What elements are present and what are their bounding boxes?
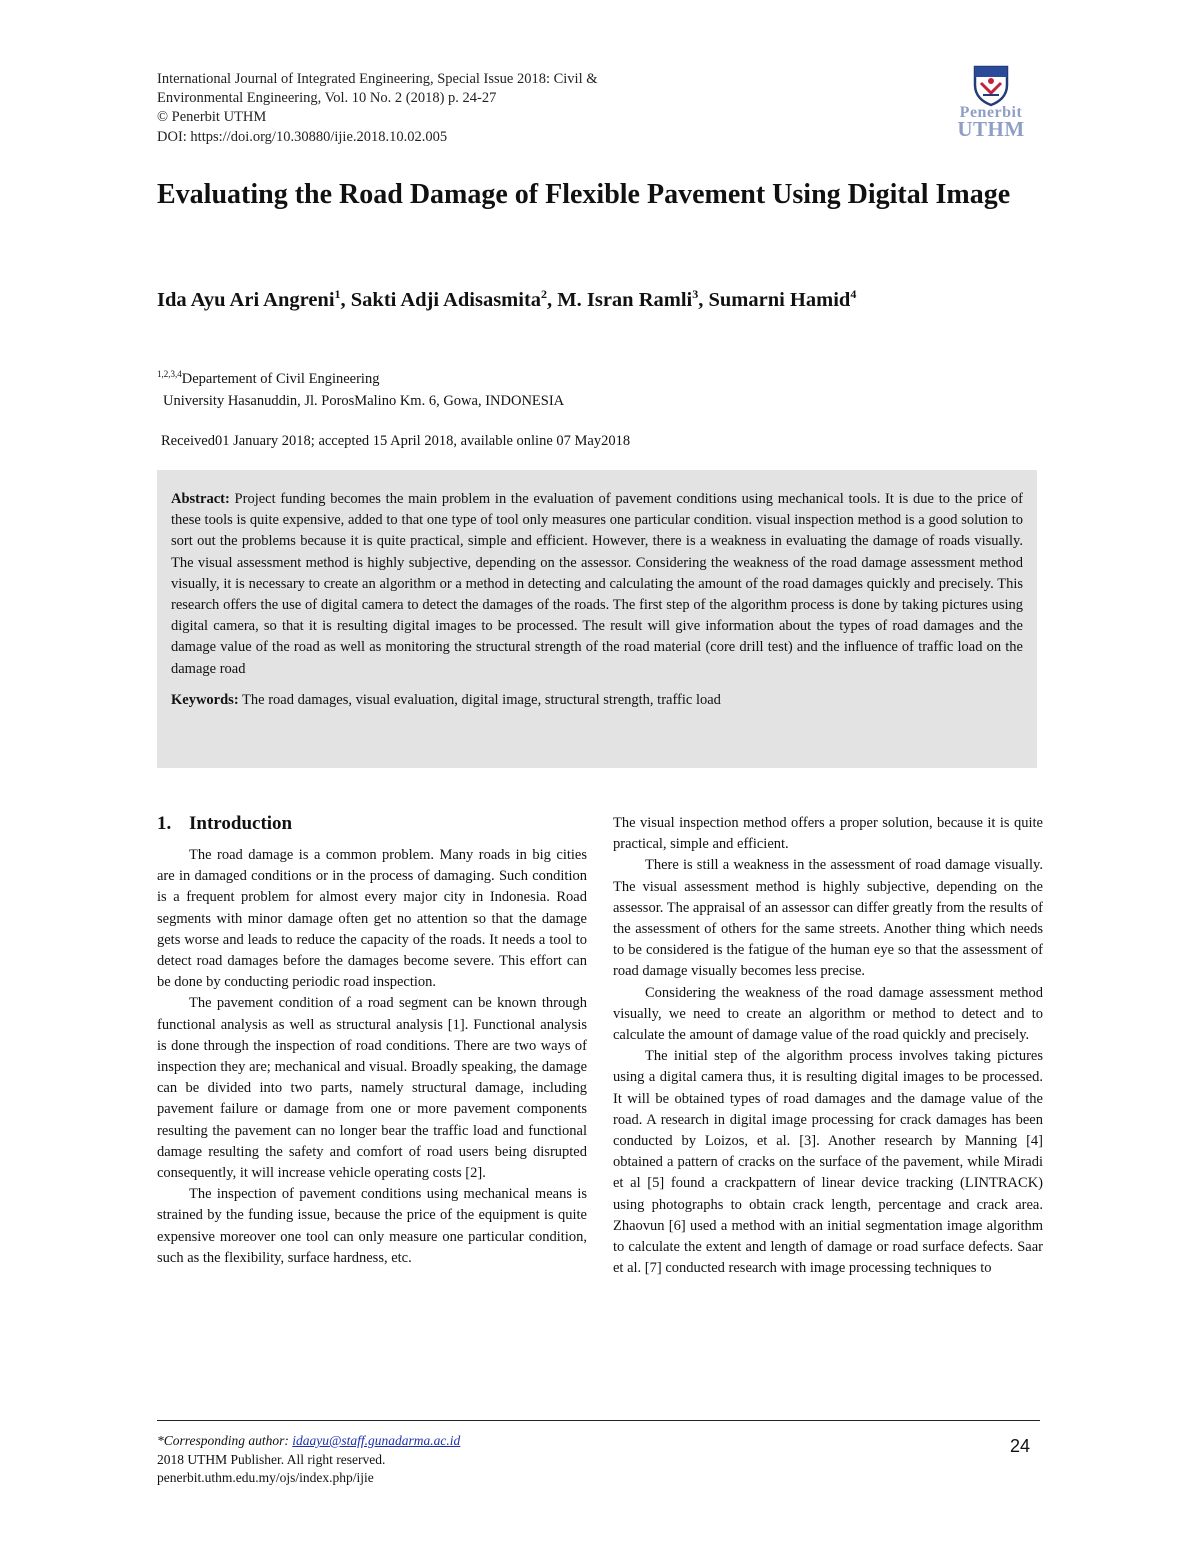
body-paragraph: The pavement condition of a road segment can be known through functional analysis as well as structural analysis [1]. Functional analysis is done through the inspection of road conditions. There are two ways of inspection they are; mechanical and visual. Broadly speaking, the damage can be divided into two parts, namely structural damage, including pavement failure or damage from one or more pavement components resulting the pavement can no longer bear the traffic load and functional damage resulting the safety and comfort of road users being disrupted consequently, it will increase vehicle operating costs [2]. (157, 995, 587, 1182)
abstract-paragraph (171, 489, 1023, 680)
corresponding-author-label: *Corresponding author: (157, 1433, 289, 1448)
abstract-box (157, 470, 1037, 768)
abstract-text: Project funding becomes the main problem in the evaluation of pavement conditions using mechanical tools. It is due to the price of these tools is quite expensive, added to that one type of tool only measures one particular condition. visual inspection method is a good solution to sort out the problems because it is quite practical, simple and efficient. However, there is a weakness in evaluating the damage of roads visually. The visual assessment method is highly subjective, depending on the assessor. Considering the weakness of the road damage assessment method visually, it is necessary to create an algorithm or a method in detecting and calculating the amount of the road damages quickly and precisely. This research offers the use of digital camera to detect the damages of the roads. The first step of the algorithm process is done by taking pictures using digital camera, so that it is resulting digital images to be processed. The result will give information about the types of road damages and the damage value of the road as well as monitoring the structural strength of the road material (core drill test) and the influence of traffic load on the damage road (171, 491, 1023, 677)
page-number: 24 (1010, 1436, 1031, 1456)
logo-text-uthm: UTHM (957, 117, 1025, 141)
body-column-right (613, 813, 1043, 1279)
abstract-label: Abstract: (171, 491, 230, 507)
body-paragraph: There is still a weakness in the assessment of road damage visually. The visual assessment method is highly subjective, depending on the assessor. The appraisal of an assessor can differ greatly from the results of the assessment of others for the same streets. Another thing which needs to be considered is the fatigue of the human eye so that the assessment of road damage visually becomes less precise. (613, 857, 1043, 980)
affiliation (157, 368, 857, 412)
journal-citation-line1: International Journal of Integrated Engineering, Special Issue 2018: Civil & (157, 71, 598, 87)
author-name: M. Isran Ramli (557, 289, 693, 311)
publisher-rights: 2018 UTHM Publisher. All right reserved. (157, 1451, 386, 1467)
logo-text-penerbit: Penerbit (959, 104, 1023, 121)
keywords-paragraph (171, 690, 1023, 711)
footer (157, 1432, 857, 1488)
author-affiliation-mark: 4 (850, 287, 857, 301)
paper-title: Evaluating the Road Damage of Flexible Pavement Using Digital Image (157, 179, 1011, 210)
affiliation-address: University Hasanuddin, Jl. PorosMalino Km. 6, Gowa, INDONESIA (163, 393, 565, 409)
shield-icon (971, 65, 1011, 107)
body-paragraph: Considering the weakness of the road damage assessment method visually, we need to create an algorithm or method to detect and to calculate the amount of damage value of the road quickly and precisely. (613, 984, 1043, 1044)
section-heading-introduction (157, 813, 292, 835)
body-paragraph-continuation: The visual inspection method offers a proper solution, because it is quite practical, simple and efficient. (613, 815, 1043, 853)
doi-link[interactable]: DOI: https://doi.org/10.30880/ijie.2018.10.02.005 (157, 128, 448, 145)
section-title: Introduction (189, 813, 293, 834)
body-paragraph: The inspection of pavement conditions using mechanical means is strained by the funding issue, because the price of the equipment is quite expensive moreover one tool can only measure one particular condition, such as the flexibility, surface hardness, etc. (157, 1186, 587, 1266)
author-affiliation-mark: 2 (541, 287, 548, 301)
body-column-left (157, 845, 587, 1269)
affiliation-department: Departement of Civil Engineering (181, 371, 380, 387)
author-list: Ida Ayu Ari Angreni$^1$, Sakti Adji Adisasmita$^2$, M. Isran Ramli$^3$, Sumarni Hamid$^4$ (157, 287, 857, 311)
footer-divider (157, 1420, 1040, 1421)
corresponding-email-link[interactable]: idaayu@staff.gunadarma.ac.id (292, 1433, 461, 1448)
body-paragraph: The initial step of the algorithm process involves taking pictures using a digital camera thus, it is resulting digital images to be processed. It will be obtained types of road damages and the damage value of the road. A research in digital image processing for crack damages has been conducted by Loizos, et al. [3]. Another research by Manning [4] obtained a pattern of cracks on the surface of the pavement, while Miradi et al [5] found a crackpattern of linear device tracking (LINTRACK) using photographs to obtain crack length, percentage and crack area. Zhaovun [6] used a method with an initial segmentation image algorithm to calculate the extent and length of damage or road surface defects. Saar et al. [7] conducted research with image processing techniques to (613, 1048, 1043, 1277)
author-name: Sakti Adji Adisasmita (350, 289, 542, 311)
author-name: Ida Ayu Ari Angreni (157, 289, 335, 311)
received-dates: Received01 January 2018; accepted 15 April 2018, available online 07 May2018 (161, 433, 631, 449)
author-affiliation-mark: 1 (334, 287, 341, 301)
keywords-label: Keywords: (171, 691, 239, 708)
section-number: 1. (157, 813, 172, 834)
journal-url[interactable]: penerbit.uthm.edu.my/ojs/index.php/ijie (157, 1470, 374, 1485)
keywords-text: The road damages, visual evaluation, digital image, structural strength, traffic load (242, 691, 721, 708)
copyright: © Penerbit UTHM (157, 109, 267, 126)
journal-citation-line2: Environmental Engineering, Vol. 10 No. 2 (2018) p. 24-27 (157, 90, 497, 107)
journal-header (157, 70, 837, 147)
penerbit-uthm-logo (935, 65, 1047, 145)
author-name: Sumarni Hamid (708, 289, 851, 311)
body-paragraph: The road damage is a common problem. Many roads in big cities are in damaged conditions or in the process of damaging. Such condition is a frequent problem for almost every major city in Indonesia. Road segments with minor damage often get no attention so that the damage gets worse and leads to reduce the capacity of the roads. It needs a tool to detect road damages before the damages become severe. This effort can be done by conducting periodic road inspection. (157, 847, 587, 991)
author-affiliation-mark: 3 (692, 287, 699, 301)
affiliation-mark: 1,2,3,4 (157, 369, 182, 379)
